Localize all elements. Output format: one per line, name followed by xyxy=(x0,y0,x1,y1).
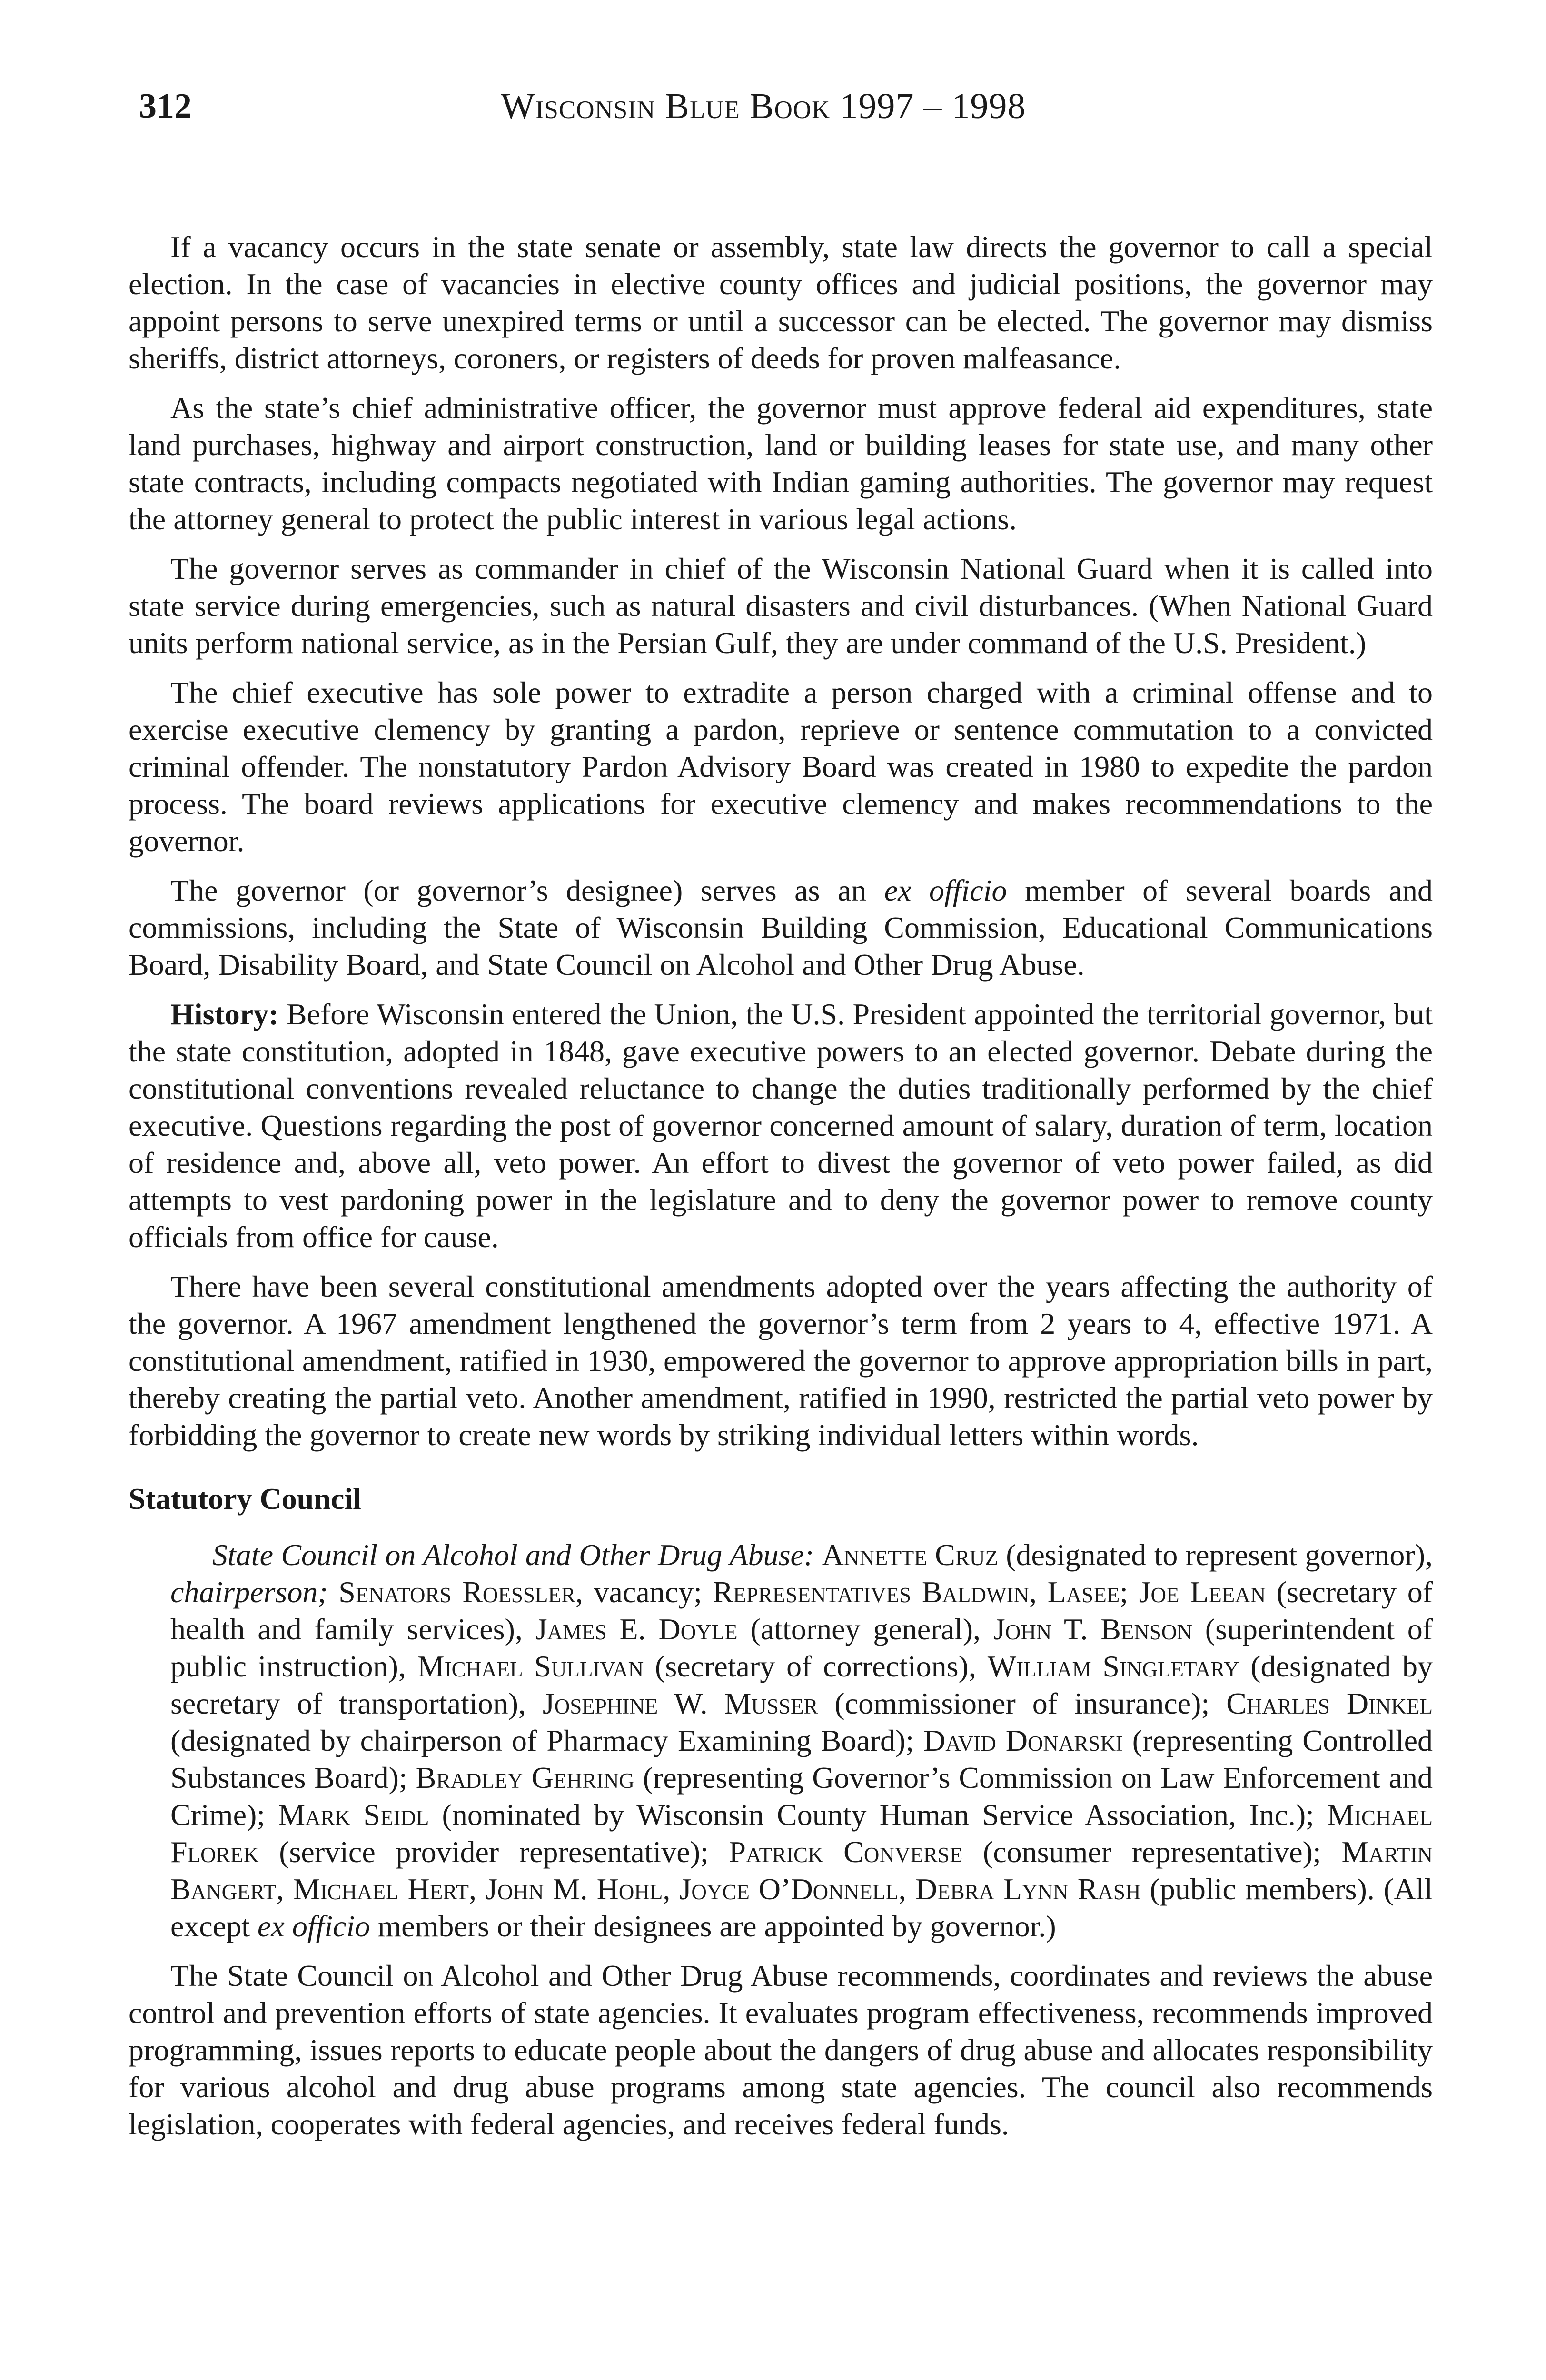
text-run: The governor (or governor’s designee) serves as an xyxy=(170,873,884,907)
member-name: Joyce O’Donnell xyxy=(679,1872,899,1906)
member-name: Charles Dinkel xyxy=(1226,1686,1433,1720)
paragraph-history xyxy=(129,996,1433,1256)
text-run: ; xyxy=(1120,1575,1139,1609)
text-run xyxy=(328,1575,339,1609)
running-title: Wisconsin Blue Book 1997 – 1998 xyxy=(501,86,1026,126)
council-listing xyxy=(129,1537,1433,1945)
text-run: (attorney general), xyxy=(737,1612,993,1646)
body-text xyxy=(129,228,1433,2155)
page-header xyxy=(139,80,1434,132)
member-name: Michael Sullivan xyxy=(417,1649,644,1683)
text-run: , xyxy=(469,1872,486,1906)
member-name: David Donarski xyxy=(923,1724,1123,1757)
text-run: , vacancy; xyxy=(575,1575,713,1609)
text-run: (designated to represent governor), xyxy=(998,1538,1433,1572)
history-label: History: xyxy=(170,997,279,1031)
council-name: State Council on Alcohol and Other Drug Abuse: xyxy=(212,1538,814,1572)
text-run: (commissioner of insurance); xyxy=(818,1686,1227,1720)
text-run: (representing Governor’s Commission on Law Enforcement and Crime); xyxy=(170,1761,1433,1832)
member-name: Mark Seidl xyxy=(278,1798,429,1832)
text-run: , xyxy=(663,1872,680,1906)
italic-term: ex officio xyxy=(258,1909,370,1943)
italic-term: ex officio xyxy=(884,873,1007,907)
text-run: (designated by chairperson of Pharmacy Examining Board); xyxy=(170,1724,923,1757)
member-name: William Singletary xyxy=(987,1649,1239,1683)
member-name: John M. Hohl xyxy=(486,1872,663,1906)
paragraph-clemency: The chief executive has sole power to extradite a person charged with a criminal offense and to exercise executive clemency by granting a pardon, reprieve or sentence commutation to a convicted criminal offender. The nonstatutory Pardon Advisory Board was created in 1980 to expedite the pardon process. The board reviews applications for executive clemency and makes recommendations to the governor. xyxy=(129,675,1433,858)
paragraph-amendments: There have been several constitutional amendments adopted over the years affecting the authority of the governor. A 1967 amendment lengthened the governor’s term from 2 years to 4, effective 1971. A constitutional amendment, ratified in 1930, empowered the governor to approve appropriation bills in part, thereby creating the partial veto. Another amendment, ratified in 1990, restricted the partial veto power by forbidding the governor to create new words by striking individual letters within words. xyxy=(129,1269,1433,1452)
member-name: Annette Cruz xyxy=(822,1538,998,1572)
text-run: (secretary of health and family services), xyxy=(170,1575,1433,1646)
text-run: (secretary of corrections), xyxy=(644,1649,988,1683)
member-name: Joe Leean xyxy=(1139,1575,1266,1609)
member-name: John T. Benson xyxy=(993,1612,1192,1646)
member-name: Representatives Baldwin xyxy=(713,1575,1029,1609)
text-run: member of several boards and commissions, including the State of Wisconsin Building Commission, Educational Communications Board, Disability Board, and State Council on Alcohol and Other Drug Abuse. xyxy=(129,873,1433,982)
text-run: (nominated by Wisconsin County Human Service Association, Inc.); xyxy=(429,1798,1328,1832)
paragraph-ex-officio xyxy=(129,872,1433,983)
member-name: Bradley Gehring xyxy=(416,1761,634,1795)
paragraph-council-duties: The State Council on Alcohol and Other Drug Abuse recommends, coordinates and reviews the abuse control and prevention efforts of state agencies. It evaluates program effectiveness, recommends improved programming, issues reports to educate people about the dangers of drug abuse and allocates responsibility for various alcohol and drug abuse programs among state agencies. The council also recommends legislation, cooperates with federal agencies, and receives federal funds. xyxy=(129,1959,1433,2141)
paragraph-commander-in-chief: The governor serves as commander in chief of the Wisconsin National Guard when it is called into state service during emergencies, such as natural disasters and civil disturbances. (When National Guard units perform national service, as in the Persian Gulf, they are under command of the U.S. President.) xyxy=(129,552,1433,660)
paragraph-administrative-officer: As the state’s chief administrative officer, the governor must approve federal aid expenditures, state land purchases, highway and airport construction, land or building leases for state use, and many other state contracts, including compacts negotiated with Indian gaming authorities. The governor may request the attorney general to protect the public interest in various legal actions. xyxy=(129,391,1433,536)
text-run: (representing Controlled Substances Board); xyxy=(170,1724,1433,1795)
text-run: (service provider representative); xyxy=(258,1835,729,1869)
member-name: James E. Doyle xyxy=(535,1612,738,1646)
text-run: (consumer representative); xyxy=(962,1835,1342,1869)
text-run: , xyxy=(276,1872,293,1906)
text-run: (superintendent of public instruction), xyxy=(170,1612,1433,1683)
paragraph-vacancies: If a vacancy occurs in the state senate or assembly, state law directs the governor to call a special election. In the case of vacancies in elective county offices and judicial positions, the governor may appoint persons to serve unexpired terms or until a successor can be elected. The governor may dismiss sheriffs, district attorneys, coroners, or registers of deeds for proven malfeasance. xyxy=(129,230,1433,375)
member-name: Michael Florek xyxy=(170,1798,1433,1869)
member-name: Josephine W. Musser xyxy=(542,1686,818,1720)
member-name: Senators Roessler xyxy=(338,1575,575,1609)
text-run: (public members). (All except xyxy=(170,1872,1433,1943)
member-name: Martin Bangert xyxy=(170,1835,1433,1906)
text-run: , xyxy=(898,1872,915,1906)
italic-term: chairperson; xyxy=(170,1575,328,1609)
text-run: (designated by secretary of transportation), xyxy=(170,1649,1433,1720)
text-run: , xyxy=(1029,1575,1048,1609)
member-name: Debra Lynn Rash xyxy=(915,1872,1141,1906)
text-run: members or their designees are appointed by governor.) xyxy=(370,1909,1056,1943)
history-text: Before Wisconsin entered the Union, the U.S. President appointed the territorial governor, but the state constitution, adopted in 1848, gave executive powers to an elected governor. Debate during the constitutional conventions revealed reluctance to change the duties traditionally performed by the chief executive. Questions regarding the post of governor concerned amount of salary, duration of term, location of residence and, above all, veto power. An effort to divest the governor of veto power failed, as did attempts to vest pardoning power in the legislature and to deny the governor power to remove county officials from office for cause. xyxy=(129,997,1433,1254)
member-name: Michael Hert xyxy=(293,1872,469,1906)
page-number: 312 xyxy=(139,87,192,126)
member-name: Lasee xyxy=(1047,1575,1120,1609)
section-heading: Statutory Council xyxy=(129,1482,361,1516)
member-name: Patrick Converse xyxy=(729,1835,963,1869)
